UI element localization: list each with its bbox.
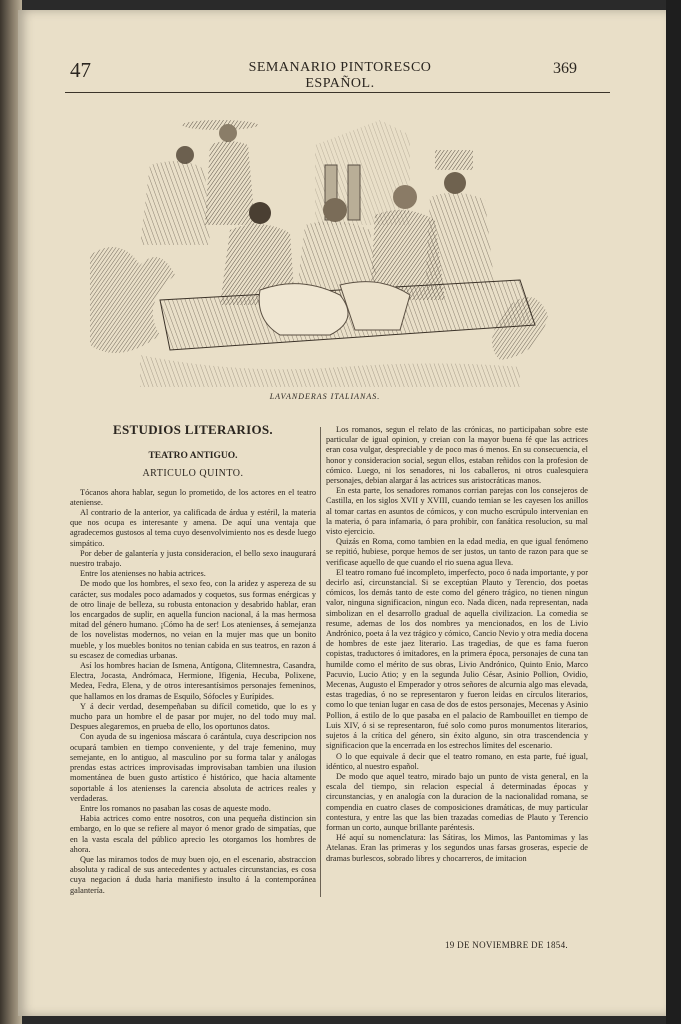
- paragraph: Entre los atenienses no habia actrices.: [80, 569, 206, 579]
- paragraph: El teatro romano fué incompleto, imperfecto, poco ó nada importante, y por decirlo así, circunstancial. Si se exceptúan Plauto y Terencio, dos poetas cómicos, los demás tanto de este como del género trágico, no tienen ningun valor, ninguna significacion, ningun eco. Nada dicen, nada representan, nada simbolizan en el desarrollo gradual de aquella civilizacion. La comedia se resume, ademas de los dos nombres ya mencionados, en los de Livio Andrónico, poeta á la vez trágico y cómico, Cancio Nevio y otra media docena de hombres de este jaez literario. Las tragedias, de que es fama fueron copistas, traductores ó imitadores, en la primera época, personajes de cuna tan humilde como el mérito de sus obras, Livio Andrónico, Quinto Enio, Marco Pacuvio, Lucio Atio; y en la segunda Julio César, Asinio Pollion, Ovidio, Mecenas, Augusto el Emperador y otros señores de alcurnia algo mas elevada, estas tragedias, ó no se representaron y fueron leidas en círculos literarios, como lo que tenian lugar en casa de dos de estos personajes, Mecenas y Asinio Pollion, á estilo de lo que pasaba en el palacio de Rambouillet en tiempo de Luis XIV, ó si se representaron, fué solo como puros monumentos literarios, sujetos á la crítica del género, sin éxito alguno, sin otra trascendencia y significacion que la encerrada en los estrechos límites del escenario.: [326, 567, 588, 751]
- page-edge: [666, 0, 681, 1024]
- paragraph: En esta parte, los senadores romanos corrian parejas con los consejeros de Castilla, en los siglos XVII y XVIII, cuando temian se les cayesen los anillos al tomar cartas en asuntos de cómicos, y con mucho escrúpulo intervenian en la materia, ó para infamaria, ó para prohibir, con fanática resolucion, su mal visto ejercicio.: [326, 486, 588, 537]
- paragraph: De modo que aquel teatro, mirado bajo un punto de vista general, en la escala del tiempo, sin relacion especial á determinadas épocas y circunstancias, y en analogía con la duracion de la nacionalidad romana, se compendia en cuatro clases de composiciones dramáticas, de muy particular contestura, y entre las que las bien trazadas comedias de Plauto y Terencio forman un corto, aunque brillante paréntesis.: [326, 771, 588, 832]
- illustration-caption: LAVANDERAS ITALIANAS.: [269, 392, 381, 401]
- paragraph: Los romanos, segun el relato de las crónicas, no participaban sobre este particular de igual opinion, y creian con la mayor buena fé que las actrices eran cosa vulgar, despreciable y de poco mas ó menos. En su consecuencia, el honor y consideracion social, segun ellos, estaban reñidos con la profesion de cómico. Luego, ni los senadores, ni los caballeros, ni otros cualesquiera personajes, debian alargar á las actrices sus aristocráticas manos.: [326, 425, 588, 486]
- paragraph: Así los hombres hacian de Ismena, Antígona, Clitemnestra, Casandra, Electra, Jocasta, Andrómaca, Hermione, Ifigenia, Hecuba, Polixene, Medea, Fedra, Elena, y de otros interesantísimos personajes femeninos, que hallamos en los dramas de Esquilo, Sófocles y Eurípides.: [70, 661, 316, 701]
- paragraph: Entre los romanos no pasaban las cosas de aqueste modo.: [80, 803, 271, 813]
- section-title: ESTUDIOS LITERARIOS.: [113, 422, 273, 437]
- column-divider: [320, 427, 321, 897]
- paragraph: De modo que los hombres, el sexo feo, con la aridez y aspereza de su carácter, sus modales poco adamados y coquetos, sus formas enérgicas y de otro linaje de belleza, su robusta entonacion y desabrido hablar, eran los encargados de suplir, en aquella funcion nacional, á la mas hermosa mitad del género humano. ¡Cómo ha de ser! Los atenienses, á semejanza de los novelistas modernos, no veian en la mujer mas que un bonito mueble, y los muebles bonitos no tenian cabida en sus teatros, en razon á su escasez de comedias urbanas.: [70, 579, 316, 660]
- paragraph: Hé aquí su nomenclatura: las Sátiras, los Mimos, las Pantomimas y las Atelanas. Eran las primeras y los segundos unas farsas groseras, especie de dramas burlescos, sobrado libres y chocarreros, de imitacion: [326, 833, 588, 863]
- issue-number: 47: [70, 58, 91, 82]
- paragraph: Que las miramos todos de muy buen ojo, en el escenario, abstraccion absoluta y radical de sus antecedentes y actuales circunstancias, es cosa cuya negacion á duda haria manifiesto insulto á la contemporánea galantería.: [70, 854, 316, 895]
- paragraph: Tócanos ahora hablar, segun lo prometido, de los actores en el teatro ateniense.: [70, 487, 316, 507]
- page-number: 369: [553, 60, 577, 77]
- paragraph: Quizás en Roma, como tambien en la edad media, en que igual fenómeno se repitió, hubiese, porque hemos de ser justos, un tanto de razon para que se verificase aquello de que cuando el rio suena agua lleva.: [326, 537, 588, 567]
- paragraph: Al contrario de la anterior, ya calificada de árdua y estéril, la materia que nos ocupa es interesante y amena. De aquí una ventaja que agradecemos gustosos al tema cuyo desenvolvimiento nos es desde luego simpático.: [70, 508, 316, 548]
- lavanderas-engraving: [80, 105, 550, 390]
- left-column: [70, 422, 316, 896]
- paragraph: Habia actrices como entre nosotros, con una pequeña distincion sin embargo, en lo que se refiere al mayor ó menor grado de simpatías, que en la vasta escala del público aprecio les otorgamos los hombres de ahora.: [70, 814, 316, 854]
- article-title: ARTICULO QUINTO.: [142, 468, 244, 480]
- right-column: [326, 425, 588, 864]
- paragraph: Con ayuda de su ingeniosa máscara ó carántula, cuya descripcion nos ocupará tambien en tiempo conveniente, y del traje femenino, muy semejante, en lo antiguo, al masculino por su forma talar y análogas prendas estas actrices improvisadas improvisaban tambien una ilusion momentánea de buen gusto artístico é histórico, que hacia altamente soportable á los atenienses la carencia absoluta de actrices reales y verdaderas.: [70, 732, 316, 803]
- paragraph: Y á decir verdad, desempeñaban su difícil cometido, que lo es y mucho para un hombre el de pasar por mujer, no del todo muy mal. Despues alegaremos, en prueba de ello, los oportunos datos.: [70, 701, 316, 732]
- paragraph: O lo que equivale á decir que el teatro romano, en esta parte, fué igual, idéntico, al nuestro español.: [326, 751, 588, 771]
- paragraph: Por deber de galantería y justa consideracion, el bello sexo inaugurará nuestro trabajo.: [70, 548, 316, 569]
- date-line: 19 DE NOVIEMBRE DE 1854.: [445, 940, 568, 950]
- journal-title: SEMANARIO PINTORESCO ESPAÑOL.: [248, 60, 432, 91]
- subsection-title: TEATRO ANTIGUO.: [148, 451, 238, 462]
- header-rule: [65, 92, 610, 93]
